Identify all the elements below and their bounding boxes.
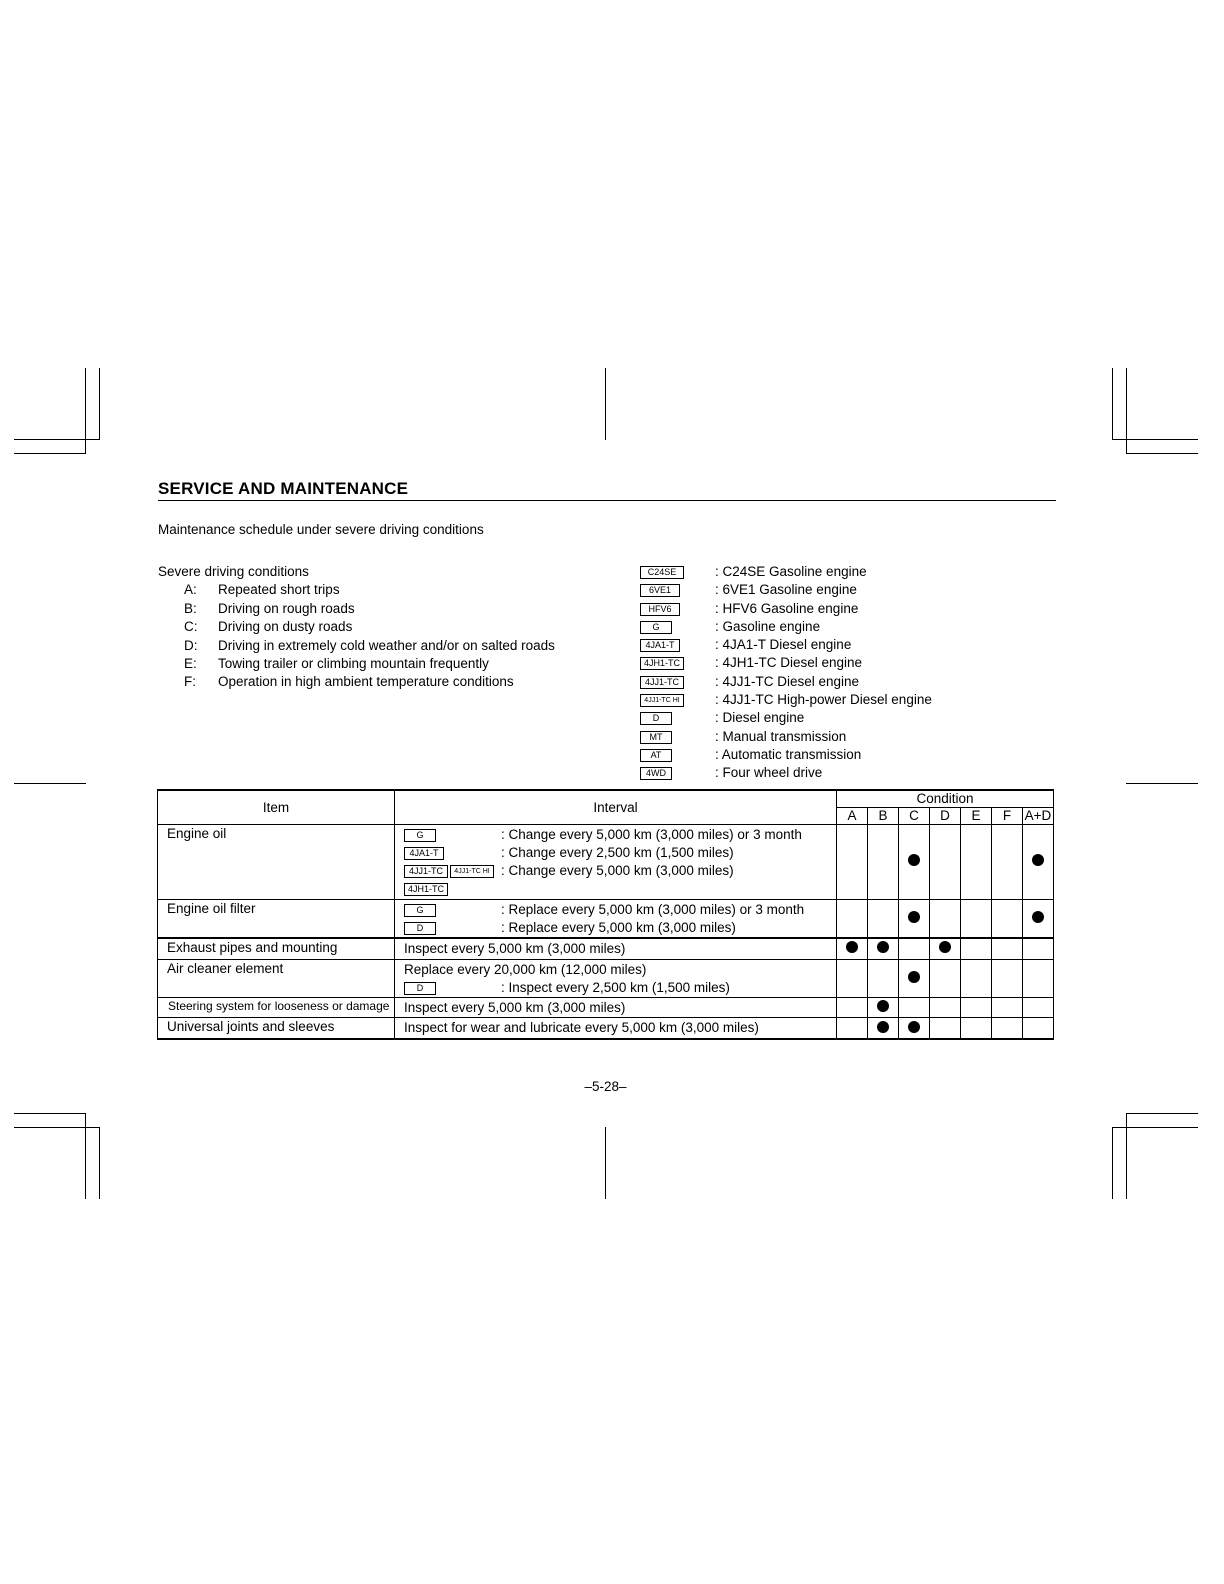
condition-cell — [899, 899, 930, 938]
engine-tag: 4JH1-TC — [404, 883, 448, 896]
condition-letter: B: — [184, 600, 197, 616]
applies-dot-icon — [1032, 854, 1044, 866]
condition-text: Repeated short trips — [218, 582, 340, 598]
crop-mark — [1126, 1113, 1198, 1114]
applies-dot-icon — [877, 941, 889, 953]
item-cell: Universal joints and sleeves — [158, 1018, 395, 1039]
crop-mark — [1112, 1127, 1198, 1128]
interval-line — [404, 826, 836, 844]
legend-desc: : 4JJ1-TC Diesel engine — [715, 673, 860, 689]
table-row — [158, 959, 1054, 998]
crop-mark — [85, 1113, 86, 1199]
condition-cell — [899, 959, 930, 998]
item-cell: Steering system for looseness or damage — [158, 998, 395, 1018]
engine-tag: G — [404, 904, 436, 917]
condition-cell — [899, 1018, 930, 1039]
condition-cell — [837, 1018, 868, 1039]
interval-line — [404, 901, 836, 919]
condition-text: Driving on rough roads — [218, 600, 355, 616]
condition-cell — [837, 938, 868, 959]
crop-mark — [1126, 368, 1127, 454]
legend-desc: : Four wheel drive — [715, 765, 823, 781]
engine-tag: 4JH1-TC — [640, 657, 684, 670]
crop-mark — [99, 368, 100, 440]
condition-cell — [992, 998, 1023, 1018]
interval-text: : Change every 2,500 km (1,500 miles) — [501, 844, 734, 860]
condition-text: Operation in high ambient temperature conditions — [218, 674, 514, 690]
condition-column-header: C — [899, 807, 930, 824]
condition-letter: F: — [184, 674, 196, 690]
condition-cell — [837, 959, 868, 998]
condition-cell — [930, 1018, 961, 1039]
condition-cell — [1023, 959, 1054, 998]
interval-text: Replace every 20,000 km (12,000 miles) — [404, 961, 647, 977]
condition-item — [158, 600, 355, 618]
condition-cell — [992, 824, 1023, 899]
condition-cell — [961, 1018, 992, 1039]
header-condition: Condition — [837, 790, 1054, 807]
condition-cell — [868, 938, 899, 959]
condition-letter: C: — [184, 619, 198, 635]
crop-mark — [1112, 1127, 1113, 1199]
applies-dot-icon — [908, 971, 920, 983]
engine-tag: 4JJ1-TC HI — [450, 865, 494, 878]
condition-column-header: B — [868, 807, 899, 824]
condition-cell — [961, 959, 992, 998]
item-cell: Engine oil — [158, 824, 395, 899]
condition-cell — [899, 824, 930, 899]
engine-tag: 4JA1-T — [640, 639, 680, 652]
legend-row — [640, 636, 970, 654]
condition-cell — [1023, 899, 1054, 938]
condition-letter: A: — [184, 582, 197, 598]
engine-tag: 4JJ1-TC — [404, 865, 448, 878]
interval-cell — [395, 998, 837, 1018]
crop-mark — [99, 1127, 100, 1199]
applies-dot-icon — [908, 854, 920, 866]
condition-cell — [868, 824, 899, 899]
condition-item — [158, 637, 555, 655]
legend-desc: : 4JA1-T Diesel engine — [715, 637, 852, 653]
condition-cell — [992, 899, 1023, 938]
legend-row — [640, 746, 970, 764]
interval-cell — [395, 1018, 837, 1039]
engine-tag: 4JA1-T — [404, 847, 444, 860]
schedule-body — [158, 824, 1054, 1039]
condition-cell — [899, 998, 930, 1018]
page-title: SERVICE AND MAINTENANCE — [158, 479, 409, 498]
legend-desc: : 4JJ1-TC High-power Diesel engine — [715, 692, 932, 708]
condition-cell — [930, 938, 961, 959]
interval-text: : Replace every 5,000 km (3,000 miles) or 3 month — [501, 901, 805, 917]
condition-cell — [868, 959, 899, 998]
engine-tag: 4JJ1-TC HI — [640, 694, 684, 707]
interval-text: : Change every 5,000 km (3,000 miles) — [501, 863, 734, 879]
condition-column-header: F — [992, 807, 1023, 824]
condition-cell — [1023, 824, 1054, 899]
engine-tag: AT — [640, 749, 672, 762]
condition-column-header: A+D — [1023, 807, 1054, 824]
condition-text: Driving on dusty roads — [218, 619, 353, 635]
table-row — [158, 899, 1054, 938]
applies-dot-icon — [877, 1021, 889, 1033]
interval-cell — [395, 938, 837, 959]
legend-desc: : Manual transmission — [715, 728, 847, 744]
condition-column-header: E — [961, 807, 992, 824]
table-row — [158, 1018, 1054, 1039]
legend-desc: : C24SE Gasoline engine — [715, 564, 867, 579]
condition-column-header: A — [837, 807, 868, 824]
table-row — [158, 824, 1054, 899]
legend-desc: : Gasoline engine — [715, 618, 821, 634]
condition-cell — [837, 998, 868, 1018]
condition-cell — [961, 899, 992, 938]
applies-dot-icon — [1032, 911, 1044, 923]
condition-cell — [930, 959, 961, 998]
item-cell: Air cleaner element — [158, 959, 395, 998]
interval-line — [404, 999, 836, 1017]
engine-tag: D — [640, 712, 672, 725]
crop-mark — [14, 783, 86, 784]
interval-text: : Change every 5,000 km (3,000 miles) or 3 month — [501, 826, 802, 842]
legend-row — [640, 654, 970, 672]
condition-letter: E: — [184, 655, 197, 671]
legend-row — [640, 691, 970, 709]
interval-cell — [395, 959, 837, 998]
condition-column-header: D — [930, 807, 961, 824]
engine-tag: D — [404, 922, 436, 935]
page-number: –5-28– — [584, 1079, 627, 1094]
applies-dot-icon — [908, 1021, 920, 1033]
condition-letter: D: — [184, 637, 198, 653]
item-cell: Engine oil filter — [158, 899, 395, 938]
condition-cell — [837, 824, 868, 899]
engine-tag: C24SE — [640, 566, 684, 579]
legend-row — [640, 618, 970, 636]
legend-desc: : Automatic transmission — [715, 746, 862, 762]
page-subtitle: Maintenance schedule under severe driving conditions — [158, 522, 484, 537]
header-interval: Interval — [395, 790, 837, 824]
crop-mark — [85, 368, 86, 454]
legend-row — [640, 600, 970, 618]
maintenance-schedule-table — [157, 789, 1054, 1040]
legend-row — [640, 581, 970, 599]
interval-text: : Replace every 5,000 km (3,000 miles) — [501, 919, 736, 935]
engine-tag: G — [640, 621, 672, 634]
title-rule — [158, 500, 1056, 501]
condition-cell — [930, 824, 961, 899]
condition-text: Driving in extremely cold weather and/or on salted roads — [218, 637, 555, 653]
crop-mark — [1112, 368, 1113, 440]
interval-text: Inspect every 5,000 km (3,000 miles) — [404, 941, 626, 957]
legend-row — [640, 709, 970, 727]
interval-line — [404, 961, 836, 979]
condition-cell — [1023, 1018, 1054, 1039]
condition-cell — [837, 899, 868, 938]
legend-desc: : HFV6 Gasoline engine — [715, 600, 859, 616]
condition-cell — [992, 959, 1023, 998]
condition-cell — [868, 1018, 899, 1039]
legend-row — [640, 728, 970, 746]
engine-tag: 6VE1 — [640, 584, 680, 597]
crop-mark — [605, 368, 606, 440]
interval-line — [404, 919, 836, 937]
conditions-heading: Severe driving conditions — [158, 564, 309, 579]
condition-item — [158, 673, 514, 691]
crop-mark — [1112, 439, 1198, 440]
applies-dot-icon — [846, 941, 858, 953]
engine-tag: HFV6 — [640, 603, 680, 616]
condition-item — [158, 655, 489, 673]
condition-cell — [992, 938, 1023, 959]
applies-dot-icon — [908, 911, 920, 923]
condition-cell — [1023, 998, 1054, 1018]
interval-line — [404, 844, 836, 862]
condition-cell — [961, 998, 992, 1018]
table-row — [158, 938, 1054, 959]
condition-text: Towing trailer or climbing mountain frequently — [218, 655, 489, 671]
legend-desc: : 4JH1-TC Diesel engine — [715, 655, 863, 671]
crop-mark — [1126, 783, 1198, 784]
engine-tag: MT — [640, 731, 672, 744]
table-row — [158, 998, 1054, 1018]
engine-tag: D — [404, 982, 436, 995]
condition-cell — [868, 899, 899, 938]
crop-mark — [1126, 1113, 1127, 1199]
item-cell: Exhaust pipes and mounting — [158, 938, 395, 959]
interval-text: Inspect for wear and lubricate every 5,000 km (3,000 miles) — [404, 1020, 759, 1036]
interval-line — [404, 862, 836, 880]
legend-row — [640, 764, 970, 782]
legend-desc: : Diesel engine — [715, 710, 805, 726]
condition-cell — [1023, 938, 1054, 959]
severe-conditions-list — [158, 563, 555, 692]
engine-tag: G — [404, 829, 436, 842]
interval-line — [404, 880, 836, 898]
crop-mark — [14, 439, 100, 440]
condition-cell — [930, 998, 961, 1018]
condition-cell — [961, 824, 992, 899]
condition-item — [158, 618, 353, 636]
interval-cell — [395, 824, 837, 899]
crop-mark — [14, 1113, 86, 1114]
crop-mark — [605, 1127, 606, 1199]
condition-cell — [899, 938, 930, 959]
interval-text: : Inspect every 2,500 km (1,500 miles) — [501, 979, 730, 995]
engine-tag: 4WD — [640, 767, 672, 780]
applies-dot-icon — [877, 1000, 889, 1012]
crop-mark — [1126, 453, 1198, 454]
condition-cell — [868, 998, 899, 1018]
interval-line — [404, 940, 836, 958]
interval-line — [404, 1019, 836, 1037]
condition-cell — [992, 1018, 1023, 1039]
interval-cell — [395, 899, 837, 938]
crop-mark — [14, 453, 86, 454]
interval-line — [404, 979, 836, 997]
engine-tag: 4JJ1-TC — [640, 676, 684, 689]
header-item: Item — [158, 790, 395, 824]
interval-text: Inspect every 5,000 km (3,000 miles) — [404, 1000, 626, 1016]
applies-dot-icon — [939, 941, 951, 953]
legend-row — [640, 563, 970, 581]
legend-desc: : 6VE1 Gasoline engine — [715, 582, 857, 598]
abbreviation-legend — [640, 563, 970, 783]
crop-mark — [14, 1127, 100, 1128]
condition-cell — [961, 938, 992, 959]
condition-cell — [930, 899, 961, 938]
condition-item — [158, 581, 340, 599]
legend-row — [640, 673, 970, 691]
